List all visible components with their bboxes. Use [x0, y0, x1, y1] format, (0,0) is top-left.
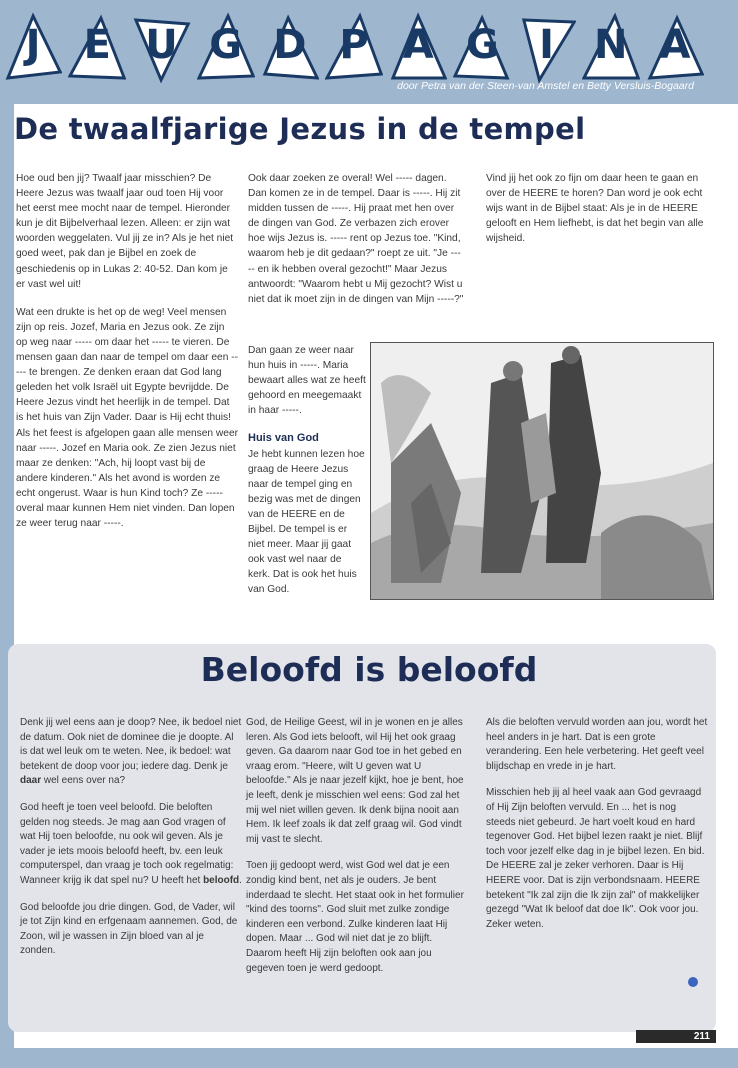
end-mark-dot-icon [688, 977, 698, 987]
article1-subhead: Huis van God [248, 432, 319, 445]
bottom-border-strip [0, 1048, 738, 1068]
banner-letter: N [582, 12, 640, 84]
banner-letter: J [4, 12, 62, 84]
article1-column-2 [248, 171, 464, 307]
article2-paragraph: Als die beloften vervuld worden aan jou, wordt het heel anders in je hart. Dat is een grote verandering. Een hele verbetering. Het geeft veel blijdschap en vrede in je hart. [486, 717, 708, 772]
illustration-jesus-parents [370, 342, 714, 600]
article2-title: Beloofd is beloofd [200, 650, 538, 689]
banner-letter: E [68, 12, 126, 84]
banner-letter: A [646, 12, 704, 84]
banner-letter: U [132, 12, 190, 84]
article1-column-2-narrow [248, 343, 366, 611]
banner-letter: I [518, 12, 576, 84]
header-banner [0, 0, 738, 104]
article2-paragraph: Toen jij gedoopt werd, wist God wel dat je een zondig kind bent, net als je ouders. Je bent inderdaad te slecht. Het staat ook in het formulier "kind des toorns". God sluit met zulke zondige kinderen een verbond. Zulke kinderen laat Hij dopen. Maar ... God wil niet dat je zo blijft. Daarom heeft Hij zijn beloften ook aan jou gegeven toen je werd gedoopt. [246, 860, 464, 974]
banner-letter: D [261, 12, 319, 84]
article2-column-3 [486, 716, 708, 944]
article1-story-end: Dan gaan ze weer naar hun huis in -----. Maria bewaart alles wat ze heeft gehoord en meegemaakt in haar -----. [248, 345, 366, 417]
article2-paragraph: God heeft je toen veel beloofd. Die beloften gelden nog steeds. Je mag aan God vragen of wat Hij toen beloofde, nu ook wil geven. Als je vader je iets moois beloofd heeft, bv. een leuk computerspel, dan vraag je toch ook regelmatig: Wanneer krijg ik dat spel nu? U heeft het beloofd. [20, 801, 242, 886]
article1-house-text: Je hebt kunnen lezen hoe graag de Heere Jezus naar de tempel ging en bezig was met de dingen van de HEERE en de Bijbel. De tempel is er niet meer. Maar jij gaat ook vast wel naar de kerk. Dat is ook het huis van God. [248, 448, 365, 596]
article1-closing: Vind jij het ook zo fijn om daar heen te gaan en over de HEERE te horen? Dan word je ook echt wijs want in de Bijbel staat: Als je in de HEERE gelooft en Hem liefhebt, is dat het begin van alle wijsheid. [486, 173, 704, 245]
banner-letter: P [325, 12, 383, 84]
article2-paragraph: God beloofde jou drie dingen. God, de Vader, wil je tot Zijn kind en erfgenaam aannemen. God, de Zoon, wil je wassen in Zijn bloed van al je zonden. [20, 901, 238, 957]
banner-letter: G [197, 12, 255, 84]
banner-letter: G [453, 12, 511, 84]
article1-title: De twaalfjarige Jezus in de tempel [14, 112, 586, 146]
article1-column-3 [486, 171, 714, 259]
article2-paragraph: Misschien heb jij al heel vaak aan God gevraagd of Hij Zijn beloften vervuld. En ... het is nog steeds niet gebeurd. Je hart voelt koud en hard tegenover God. Het bijbel lezen raakt je niet. Blijf toch voor jezelf elke dag in je bijbel lezen. En bid. De HEERE zal je zeker verhoren. Daar is Hij HEERE voor. Dat is zijn verbondsnaam. HEERE betekent "Ik zal zijn die Ik zijn zal" of makkelijker gezegd "Wat Ik beloof dat doe Ik". Ook voor jou. Zeker weten. [486, 787, 705, 930]
page-number: 211 [636, 1030, 716, 1043]
byline: door Petra van der Steen-van Amstel en Betty Versluis-Bogaard [397, 80, 694, 92]
banner-letter: A [389, 12, 447, 84]
article2-column-1 [20, 716, 242, 971]
article1-intro: Hoe oud ben jij? Twaalf jaar misschien? De Heere Jezus was twaalf jaar oud toen Hij voor het eerst mee mocht naar de tempel. Hieronder kun je dit Bijbelverhaal lezen. Alleen: er zijn wat woorden weggelaten. Vul jij ze in? Als je het niet goed weet, pak dan je Bijbel en zoek de geschiedenis op in Lukas 2: 40-52. Dan kom je er vast wel uit! [16, 173, 234, 290]
article2-column-2 [246, 716, 468, 988]
article1-story: Wat een drukte is het op de weg! Veel mensen zijn op reis. Jozef, Maria en Jezus ook. Ze zijn op weg naar ----- om daar het ----- te vieren. De mensen gaan dan naar de tempel om daar een ----- te brengen. Ze denken eraan dat God lang geleden het volk Israël uit Egypte bevrijdde. De Heere Jezus vindt het heerlijk in de tempel. Dat is het huis van Zijn Vader. Daar is Hij echt thuis! Als het feest is afgelopen gaan alle mensen weer naar -----. Jozef en Maria ook. Ze zien Jezus niet maar ze denken: "Ach, hij loopt vast bij de andere kinderen." Als het avond is worden ze echt ongerust. Waar is hun Kind toch? Ze ----- overal maar kunnen Hem niet vinden. Dan lopen ze weer terug naar -----. [16, 306, 239, 530]
article1-story-cont: Ook daar zoeken ze overal! Wel ----- dagen. Dan komen ze in de tempel. Daar is -----. Hij zit midden tussen de -----. Hij praat met hen over de dingen van God. Ze verbazen zich erover hoe wijs Jezus is. ----- rent op Jezus toe. "Kind, waarom heb je dit gedaan?" roept ze uit. "Je ----- en ik hebben overal gezocht!" Maar Jezus antwoordt: "Waarom hebt u Mij gezocht? Wist u niet dat ik moet zijn in de dingen van Mijn -----?" [248, 173, 464, 305]
article1-column-1 [16, 171, 238, 544]
article2-paragraph: Denk jij wel eens aan je doop? Nee, ik bedoel niet de datum. Ook niet de dominee die je doopte. Al is dat wel leuk om te weten. Nee, ik bedoel: wat betekent de doop voor jou; iedere dag. Denk je daar wel eens over na? [20, 717, 242, 787]
article2-paragraph: God, de Heilige Geest, wil in je wonen en je alles leren. Als God iets belooft, wil Hij het ook graag geven. Ga daarom naar God toe in het gebed en vraag erom. "Heere, wilt U geven wat U beloofde." Als je naar jezelf kijkt, hoe je bent, hoe je leeft, denk je misschien wel eens: God zal het mij wel niet willen geven. Ik denk bijna nooit aan Hem. Ik leef zoals ik dat zelf graag wil. God vindt mij vast te slecht. [246, 717, 464, 845]
banner-title [4, 8, 704, 88]
